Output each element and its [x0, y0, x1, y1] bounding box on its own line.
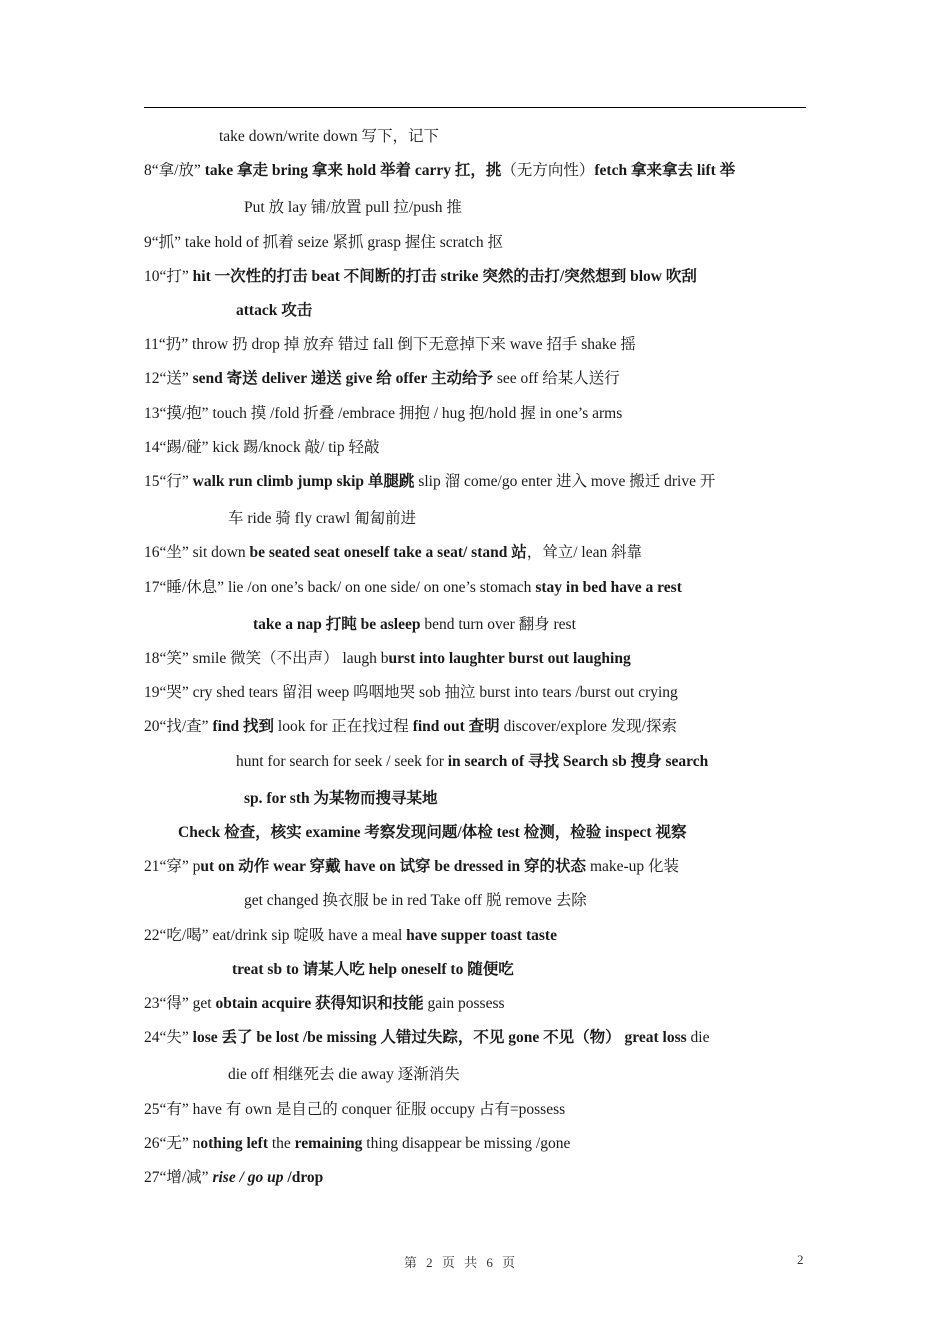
bold-text: lose 丢了 be lost /be missing 人错过失踪，不见 gone 不见（物） great loss	[192, 1029, 687, 1046]
text-line	[219, 127, 439, 147]
bold-text: find 找到	[212, 718, 275, 735]
text-line	[144, 683, 678, 703]
bold-text: rise / go up	[212, 1169, 284, 1186]
text-segment: 19“哭” cry shed tears 留泪 weep 呜咽地哭 sob 抽泣 burst into tears /burst out crying	[144, 684, 678, 701]
text-segment: 8“拿/放”	[144, 162, 205, 179]
text-segment: 21“穿” p	[144, 858, 201, 875]
bold-text: stay in bed have a rest	[535, 579, 682, 596]
bold-text: attack 攻击	[236, 302, 313, 319]
text-line	[236, 301, 312, 321]
text-line	[144, 404, 622, 424]
text-line	[144, 994, 505, 1014]
text-segment: 车 ride 骑 fly crawl 匍匐前进	[228, 510, 417, 527]
text-line	[244, 891, 587, 911]
text-segment: 17“睡/休息” lie /on one’s back/ on one side/ on one’s stomach	[144, 579, 536, 596]
bold-text: remaining	[294, 1135, 363, 1152]
text-line	[144, 369, 620, 389]
text-segment: discover/explore 发现/探索	[499, 718, 678, 735]
text-segment: Put 放 lay 铺/放置 pull 拉/push 推	[244, 199, 462, 216]
text-line	[144, 335, 636, 355]
text-segment: the	[267, 1135, 295, 1152]
text-line	[144, 438, 379, 458]
text-segment: 15“行”	[144, 473, 193, 490]
text-line	[232, 960, 514, 980]
bold-text: find out 查明	[412, 718, 500, 735]
text-line	[178, 823, 686, 843]
text-segment: 14“踢/碰” kick 踢/knock 敲/ tip 轻敲	[144, 439, 380, 456]
text-line	[236, 752, 708, 772]
bold-text: othing left	[200, 1135, 268, 1152]
bold-text: in search of 寻找 Search sb 搜身 search	[447, 753, 709, 770]
text-line	[144, 233, 503, 253]
bold-text: walk run climb jump skip 单腿跳	[192, 473, 415, 490]
page-info: 第 2 页 共 6 页	[403, 1255, 519, 1270]
text-segment: 24“失”	[144, 1029, 193, 1046]
text-line	[144, 1168, 323, 1188]
text-segment: ，耸立/ lean 斜靠	[526, 544, 643, 561]
bold-text: treat sb to 请某人吃 help oneself to 随便吃	[232, 961, 514, 978]
text-segment: thing disappear be missing /gone	[362, 1135, 571, 1152]
header-rule	[144, 107, 806, 108]
text-segment: 27“增/减”	[144, 1169, 213, 1186]
text-segment: 18“笑” smile 微笑（不出声） laugh b	[144, 650, 389, 667]
text-line	[228, 1065, 460, 1085]
text-segment: 26“无” n	[144, 1135, 201, 1152]
bold-text: sp. for sth 为某物而搜寻某地	[244, 790, 438, 807]
text-line	[253, 615, 576, 635]
bold-text: hit 一次性的打击 beat 不间断的打击 strike 突然的击打/突然想到 blow 吹刮	[192, 268, 697, 285]
bold-text: Check 检查，核实 examine 考察发现问题/体检 test 检测，检验 inspect 视察	[178, 824, 687, 841]
text-line	[144, 161, 735, 181]
bold-text: obtain acquire 获得知识和技能	[215, 995, 424, 1012]
text-segment: see off 给某人送行	[493, 370, 620, 387]
text-line	[144, 472, 715, 492]
bold-text: ut on 动作 wear 穿戴 have on 试穿 be dressed in 穿的状态	[200, 858, 587, 875]
text-segment: gain possess	[423, 995, 505, 1012]
text-segment: hunt for search for seek / seek for	[236, 753, 448, 770]
text-segment: bend turn over 翻身 rest	[420, 616, 576, 633]
bold-text: fetch 拿来拿去 lift 举	[594, 162, 736, 179]
text-line	[144, 543, 642, 563]
page-number: 2	[797, 1252, 804, 1267]
text-segment: take down/write down 写下，记下	[219, 128, 439, 145]
text-line	[228, 509, 416, 529]
bold-text: send 寄送 deliver 递送 give 给 offer 主动给予	[192, 370, 493, 387]
text-segment: die	[686, 1029, 710, 1046]
text-segment: 25“有” have 有 own 是自己的 conquer 征服 occupy 占有=possess	[144, 1101, 566, 1118]
text-line	[144, 267, 697, 287]
text-segment: 12“送”	[144, 370, 193, 387]
text-segment: （无方向性）	[501, 162, 595, 179]
text-line	[144, 649, 631, 669]
text-segment: slip 溜 come/go enter 进入 move 搬迁 drive 开	[414, 473, 716, 490]
text-line	[244, 789, 437, 809]
text-segment: look for 正在找过程	[274, 718, 413, 735]
text-line	[244, 198, 462, 218]
bold-text: urst into laughter burst out laughing	[388, 650, 631, 667]
text-segment: get changed 换衣服 be in red Take off 脱 remove 去除	[244, 892, 587, 909]
text-segment: 10“打”	[144, 268, 193, 285]
bold-text: have supper toast taste	[406, 927, 557, 944]
text-line	[144, 926, 557, 946]
text-line	[144, 717, 677, 737]
bold-text: take a nap 打盹 be asleep	[253, 616, 421, 633]
text-line	[144, 1100, 565, 1120]
text-segment: 20“找/查”	[144, 718, 213, 735]
text-segment: die off 相继死去 die away 逐渐消失	[228, 1066, 460, 1083]
bold-text: /drop	[283, 1169, 324, 1186]
text-segment: 11“扔” throw 扔 drop 掉 放弃 错过 fall 倒下无意掉下来 wave 招手 shake 摇	[144, 336, 636, 353]
text-line	[144, 578, 682, 598]
text-segment: 9“抓” take hold of 抓着 seize 紧抓 grasp 握住 scratch 抠	[144, 234, 503, 251]
text-line	[144, 1134, 570, 1154]
text-segment: 16“坐” sit down	[144, 544, 250, 561]
text-segment: make-up 化装	[586, 858, 680, 875]
text-line	[144, 1028, 709, 1048]
text-segment: 13“摸/抱” touch 摸 /fold 折叠 /embrace 拥抱 / hug 抱/hold 握 in one’s arms	[144, 405, 623, 422]
text-line	[144, 857, 679, 877]
text-segment: 22“吃/喝” eat/drink sip 啶吸 have a meal	[144, 927, 407, 944]
bold-text: take 拿走 bring 拿来 hold 举着 carry 扛，挑	[204, 162, 502, 179]
bold-text: be seated seat oneself take a seat/ stand 站	[249, 544, 527, 561]
text-segment: 23“得” get	[144, 995, 216, 1012]
